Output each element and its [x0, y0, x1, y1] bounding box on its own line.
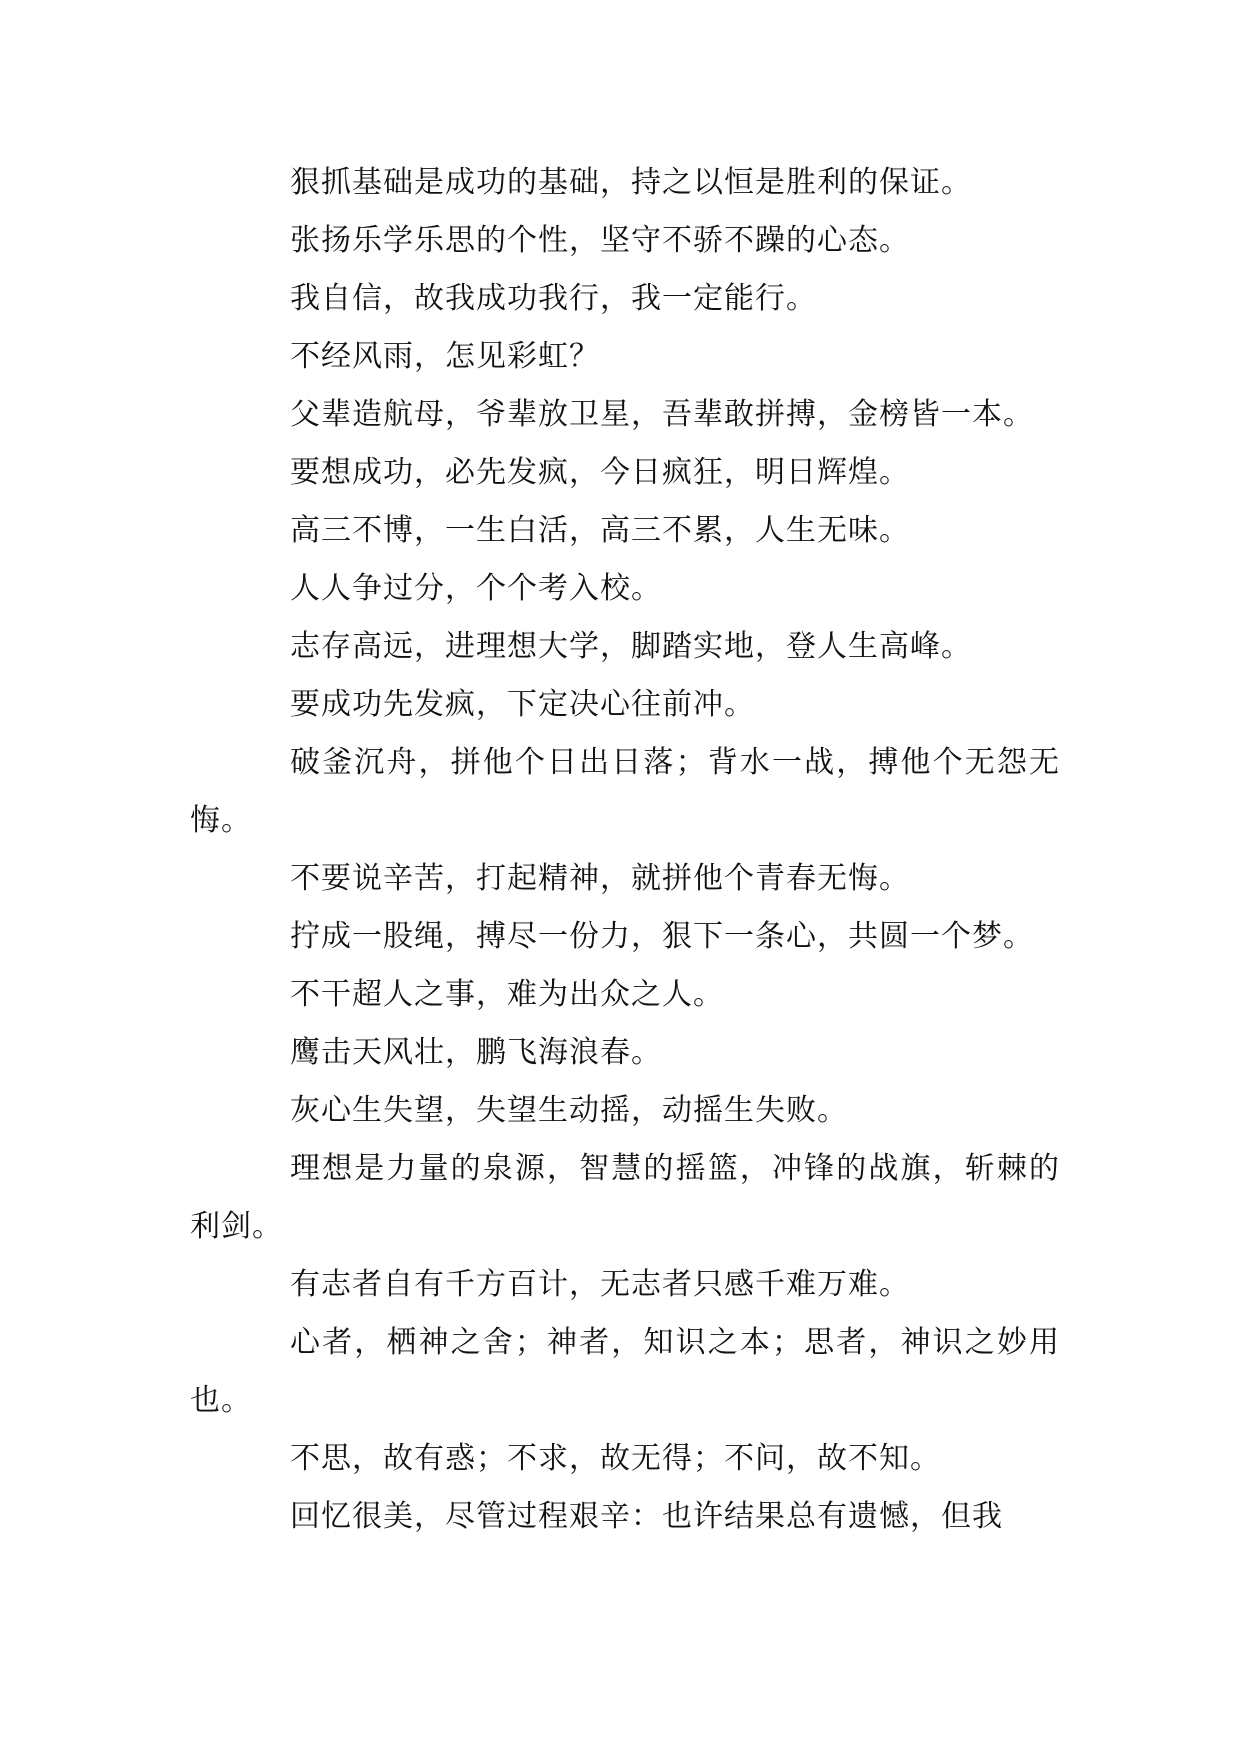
- document-body: [190, 154, 1060, 1546]
- paragraph: 要成功先发疯，下定决心往前冲。: [290, 687, 755, 722]
- paragraph: 不经风雨，怎见彩虹？: [290, 339, 600, 374]
- paragraph: 有志者自有千方百计，无志者只感千难万难。: [290, 1267, 910, 1302]
- paragraph: 不思，故有惑；不求，故无得；不问，故不知。: [290, 1441, 941, 1476]
- paragraph: 回忆很美，尽管过程艰辛：也许结果总有遗憾，但我: [290, 1499, 1003, 1534]
- paragraph: 父辈造航母，爷辈放卫星，吾辈敢拼搏，金榜皆一本。: [290, 397, 1034, 432]
- paragraph: 张扬乐学乐思的个性，坚守不骄不躁的心态。: [290, 223, 910, 258]
- paragraph: 理想是力量的泉源，智慧的摇篮，冲锋的战旗，斩棘的利剑。: [190, 1151, 1060, 1244]
- paragraph: 不干超人之事，难为出众之人。: [290, 977, 724, 1012]
- paragraph: 灰心生失望，失望生动摇，动摇生失败。: [290, 1093, 848, 1128]
- paragraph: 鹰击天风壮，鹏飞海浪春。: [290, 1035, 662, 1070]
- paragraph: 狠抓基础是成功的基础，持之以恒是胜利的保证。: [290, 165, 972, 200]
- paragraph: 拧成一股绳，搏尽一份力，狠下一条心，共圆一个梦。: [290, 919, 1034, 954]
- paragraph: 不要说辛苦，打起精神，就拼他个青春无悔。: [290, 861, 910, 896]
- paragraph: 要想成功，必先发疯，今日疯狂，明日辉煌。: [290, 455, 910, 490]
- paragraph: 高三不博，一生白活，高三不累，人生无味。: [290, 513, 910, 548]
- paragraph: 破釜沉舟，拼他个日出日落；背水一战，搏他个无怨无悔。: [190, 745, 1060, 838]
- paragraph: 人人争过分，个个考入校。: [290, 571, 662, 606]
- paragraph: 我自信，故我成功我行，我一定能行。: [290, 281, 817, 316]
- paragraph: 志存高远，进理想大学，脚踏实地，登人生高峰。: [290, 629, 972, 664]
- paragraph: 心者，栖神之舍；神者，知识之本；思者，神识之妙用也。: [190, 1325, 1060, 1418]
